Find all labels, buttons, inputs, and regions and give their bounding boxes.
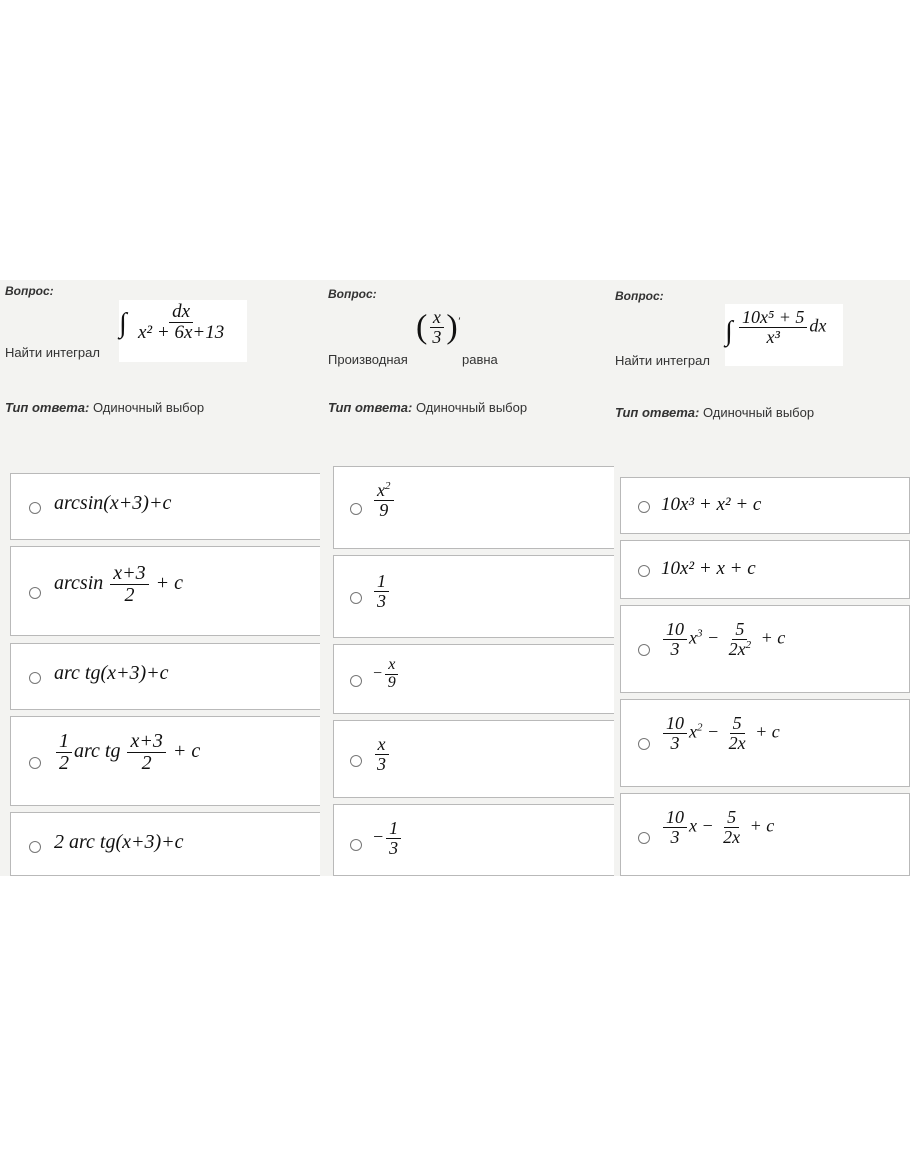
option-formula: − $\frac{x}{9}$ <box>372 657 401 692</box>
formula-denominator: x² + 6x+13 <box>138 321 225 343</box>
question-text: Найти интеграл <box>5 345 100 360</box>
radio-button[interactable] <box>638 565 650 577</box>
radio-button[interactable] <box>29 502 41 514</box>
option-formula: $\frac{10}{3}$ x − $\frac{5}{2x}$ + c <box>661 808 774 847</box>
answer-type-label: Тип ответа: <box>615 405 700 420</box>
answer-type-label: Тип ответа: <box>328 400 413 415</box>
prime-mark: ′ <box>457 315 461 328</box>
option-formula: $\frac{x}{3}$ <box>372 735 391 774</box>
answer-type <box>615 405 814 420</box>
radio-button[interactable] <box>638 832 650 844</box>
formula-numerator: 10x⁵ + 5 <box>739 308 807 328</box>
radio-button[interactable] <box>350 675 362 687</box>
answer-option[interactable] <box>620 605 910 693</box>
answer-option[interactable] <box>10 812 320 876</box>
option-formula: arc tg(x+3)+c <box>54 662 169 684</box>
answer-type-value: Одиночный выбор <box>415 400 528 415</box>
radio-button[interactable] <box>29 841 41 853</box>
question-text: Производная <box>328 352 408 367</box>
question-label: Вопрос: <box>5 284 54 298</box>
integral-sign: ∫ <box>725 316 733 347</box>
formula-denominator: 3 <box>432 326 442 347</box>
option-formula: arcsin(x+3)+c <box>54 492 172 514</box>
formula-denominator: x³ <box>766 326 780 347</box>
answer-option[interactable] <box>10 716 320 806</box>
question-panel-2 <box>324 280 614 876</box>
answer-type-label: Тип ответа: <box>5 400 90 415</box>
formula-dx: dx <box>809 315 827 336</box>
question-label: Вопрос: <box>328 287 377 301</box>
option-formula: 2 arc tg(x+3)+c <box>54 831 184 853</box>
radio-button[interactable] <box>638 501 650 513</box>
radio-button[interactable] <box>350 839 362 851</box>
radio-button[interactable] <box>638 644 650 656</box>
option-formula: $\frac{1}{3}$ <box>372 572 391 611</box>
radio-button[interactable] <box>350 503 362 515</box>
answer-type <box>328 400 527 415</box>
radio-button[interactable] <box>29 757 41 769</box>
option-formula: 10x² + x + c <box>661 558 756 579</box>
radio-button[interactable] <box>350 755 362 767</box>
option-formula: $\frac{1}{2}$ arc tg $\frac{x+3}{2}$ + c <box>54 731 200 774</box>
question-label: Вопрос: <box>615 289 664 303</box>
option-formula: − $\frac{1}{3}$ <box>372 819 403 858</box>
integral-sign: ∫ <box>119 308 127 339</box>
option-formula: arcsin $\frac{x+3}{2}$ + c <box>54 562 184 606</box>
answer-option[interactable] <box>10 546 320 636</box>
question-formula <box>119 300 247 362</box>
answer-option[interactable] <box>333 555 614 638</box>
question-panel-3 <box>612 280 910 876</box>
option-formula: $\frac{10}{3}$ $x^2$ − $\frac{5}{2x}$ + c <box>661 714 780 753</box>
radio-button[interactable] <box>350 592 362 604</box>
radio-button[interactable] <box>29 587 41 599</box>
answer-option[interactable] <box>620 540 910 599</box>
answer-option[interactable] <box>333 720 614 798</box>
answer-type-value: Одиночный выбор <box>92 400 205 415</box>
question-formula <box>725 304 843 366</box>
formula-numerator: dx <box>169 302 193 323</box>
answer-option[interactable] <box>10 643 320 710</box>
radio-button[interactable] <box>29 672 41 684</box>
answer-option[interactable] <box>620 477 910 534</box>
formula-numerator: x <box>430 308 444 328</box>
answer-option[interactable] <box>620 793 910 876</box>
question-suffix: равна <box>462 352 498 367</box>
answer-option[interactable] <box>333 644 614 714</box>
answer-type <box>5 400 204 415</box>
answer-option[interactable] <box>620 699 910 787</box>
answer-option[interactable] <box>10 473 320 540</box>
question-formula: ( $\frac{x}{3}$ )′ <box>416 304 460 366</box>
option-formula: 10x³ + x² + c <box>661 494 762 515</box>
question-text: Найти интеграл <box>615 353 710 368</box>
answer-option[interactable] <box>333 466 614 549</box>
radio-button[interactable] <box>638 738 650 750</box>
answer-option[interactable] <box>333 804 614 876</box>
answer-type-value: Одиночный выбор <box>702 405 815 420</box>
option-formula: $\frac{10}{3}$ $x^3$ − $\frac{5}{2x^2}$ + c <box>661 620 785 659</box>
question-panel-1 <box>0 280 320 876</box>
option-formula: $\frac{x^2}{9}$ <box>372 481 396 520</box>
